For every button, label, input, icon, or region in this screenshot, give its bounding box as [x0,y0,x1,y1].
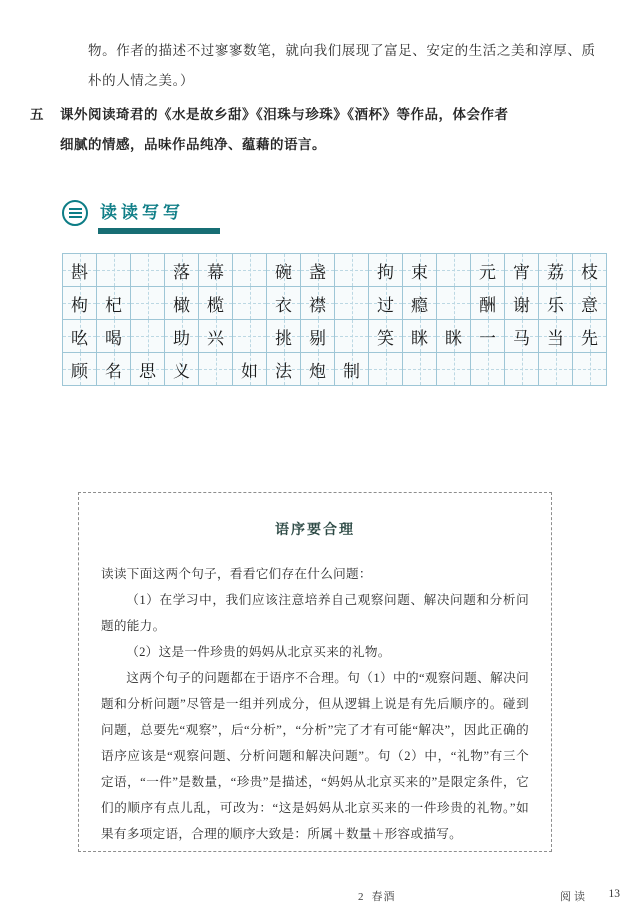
exercise-text-line-2: 细腻的情感，品味作品纯净、蕴藉的语言。 [60,137,326,152]
grid-cell [505,287,539,320]
grid-cell [165,353,199,386]
badge-stroke-middle [69,212,82,214]
section-underline-bar [98,228,220,234]
exercise-number: 五 [30,107,44,122]
page-footer [0,888,630,908]
tip-paragraph: 读读下面这两个句子，看看它们存在什么问题： [101,567,372,581]
grid-cell [131,287,165,320]
grid-cell [233,254,267,287]
grid-char: 谢 [513,295,530,316]
grid-cell [539,254,573,287]
grid-cell [471,353,505,386]
grid-cell [369,353,403,386]
footer-chapter-number: 2 [358,891,365,903]
grid-cell [403,287,437,320]
grid-cell [233,320,267,353]
grid-char: 炮 [309,361,326,382]
grid-char: 一 [479,328,496,349]
grid-char: 枝 [581,262,598,283]
grid-cell [335,353,369,386]
grid-char: 义 [173,361,190,382]
section-heading [62,200,184,226]
grid-cell [403,254,437,287]
footer-section-label: 阅读 [560,891,588,903]
grid-char: 酬 [479,295,496,316]
grid-cell [131,320,165,353]
grid-cell [267,353,301,386]
grid-cell [505,353,539,386]
footer-chapter [358,888,396,904]
grid-cell [233,287,267,320]
grid-cell [369,254,403,287]
grid-char: 眯 [411,328,428,349]
grid-char: 宵 [513,262,530,283]
table-row [63,320,607,353]
grid-cell [199,320,233,353]
grid-char: 兴 [207,328,224,349]
grid-cell [63,320,97,353]
grid-cell [471,320,505,353]
grid-cell [505,254,539,287]
continued-paragraph-line-1: 物。作者的描述不过寥寥数笔，就向我们展现了富足、安定的生活之美和淳厚、质 [88,43,596,58]
grammar-tip-box [78,492,552,852]
grid-cell [437,254,471,287]
grid-char: 幕 [207,262,224,283]
grid-cell [199,353,233,386]
grid-cell [267,254,301,287]
grid-char: 枸 [71,295,88,316]
grid-cell [335,254,369,287]
character-grid-body [63,254,607,386]
grid-cell [403,320,437,353]
grid-cell [165,287,199,320]
grid-cell [369,287,403,320]
grid-char: 制 [343,361,360,382]
grid-cell [335,287,369,320]
grid-char: 笑 [377,328,394,349]
grid-char: 杞 [105,295,122,316]
grid-cell [63,353,97,386]
grid-char: 榄 [207,295,224,316]
grid-char: 荔 [547,262,564,283]
grid-cell [301,320,335,353]
grid-char: 过 [377,295,394,316]
grid-cell [539,320,573,353]
character-practice-grid [62,253,607,386]
tip-paragraph: （2）这是一件珍贵的妈妈从北京买来的礼物。 [126,645,391,659]
grid-char: 名 [105,361,122,382]
grid-cell [131,353,165,386]
grid-char: 思 [139,361,156,382]
table-row [63,353,607,386]
grid-char: 助 [173,328,190,349]
grid-cell [505,320,539,353]
grid-cell [573,320,607,353]
grid-char: 盏 [309,262,326,283]
page-number: 13 [608,888,620,900]
grid-char: 元 [479,262,496,283]
grid-cell [267,320,301,353]
grid-cell [63,254,97,287]
grid-char: 拘 [377,262,394,283]
grid-char: 眯 [445,328,462,349]
grid-char: 橄 [173,295,190,316]
grid-char: 吆 [71,328,88,349]
grid-cell [301,287,335,320]
grid-char: 马 [513,328,530,349]
grid-cell [573,353,607,386]
grid-cell [233,353,267,386]
grid-char: 襟 [309,295,326,316]
grid-char: 顾 [71,361,88,382]
grid-cell [437,320,471,353]
grid-char: 喝 [105,328,122,349]
grid-char: 碗 [275,262,292,283]
exercise-text-line-1: 课外阅读琦君的《水是故乡甜》《泪珠与珍珠》《酒杯》等作品，体会作者 [60,107,509,122]
grid-cell [301,254,335,287]
grid-char: 瘾 [411,295,428,316]
badge-stroke-top [69,208,82,210]
grid-cell [539,287,573,320]
continued-paragraph-line-2: 朴的人情之美。） [88,73,195,88]
grid-char: 束 [411,262,428,283]
grid-cell [199,254,233,287]
tip-box-title: 语序要合理 [275,523,355,538]
grid-cell [403,353,437,386]
grid-char: 落 [173,262,190,283]
grid-cell [63,287,97,320]
grid-cell [301,353,335,386]
footer-chapter-title: 春酒 [371,891,396,903]
grid-cell [573,287,607,320]
grid-cell [97,353,131,386]
grid-cell [97,320,131,353]
tip-paragraph: 这两个句子的问题都在于语序不合理。句（1）中的“观察问题、解决问题和分析问题”尽管是一组并列成分，但从逻辑上说是有先后顺序的。碰到问题，总要先“观察”，后“分析”，“分析”完了才有可能“解决”，因此正确的语序应该是“观察问题、分析问题和解决问题”。句（2）中，“礼物”有三个定语，“一件”是数量，“珍贵”是描述，“妈妈从北京买来的”是限定条件，它们的顺序有点儿乱，可改为：“这是妈妈从北京买来的一件珍贵的礼物。”如果有多项定语，合理的顺序大致是：所属＋数量＋形容或描写。 [101,671,529,841]
grid-char: 剔 [309,328,326,349]
exercise-item-five [30,100,630,160]
grid-cell [437,287,471,320]
grid-char: 挑 [275,328,292,349]
grid-char: 意 [581,295,598,316]
grid-char: 斟 [71,262,88,283]
grid-cell [97,254,131,287]
grid-char: 法 [275,361,292,382]
grid-cell [539,353,573,386]
grid-cell [97,287,131,320]
grid-char: 先 [581,328,598,349]
tip-paragraph: （1）在学习中，我们应该注意培养自己观察问题、解决问题和分析问题的能力。 [101,593,529,633]
grid-cell [199,287,233,320]
grid-char: 如 [241,361,258,382]
grid-char: 乐 [547,295,564,316]
circled-three-icon [62,200,88,226]
badge-stroke-bottom [69,216,82,218]
section-title: 读读写写 [100,203,184,222]
grid-cell [471,254,505,287]
table-row [63,254,607,287]
grid-cell [131,254,165,287]
top-exercises-block [0,36,630,160]
grid-char: 衣 [275,295,292,316]
table-row [63,287,607,320]
grid-cell [267,287,301,320]
grid-cell [165,320,199,353]
grid-char: 当 [547,328,564,349]
grid-cell [437,353,471,386]
grid-cell [335,320,369,353]
grid-cell [165,254,199,287]
grid-cell [471,287,505,320]
grid-cell [573,254,607,287]
grid-cell [369,320,403,353]
tip-box-body [101,561,529,847]
